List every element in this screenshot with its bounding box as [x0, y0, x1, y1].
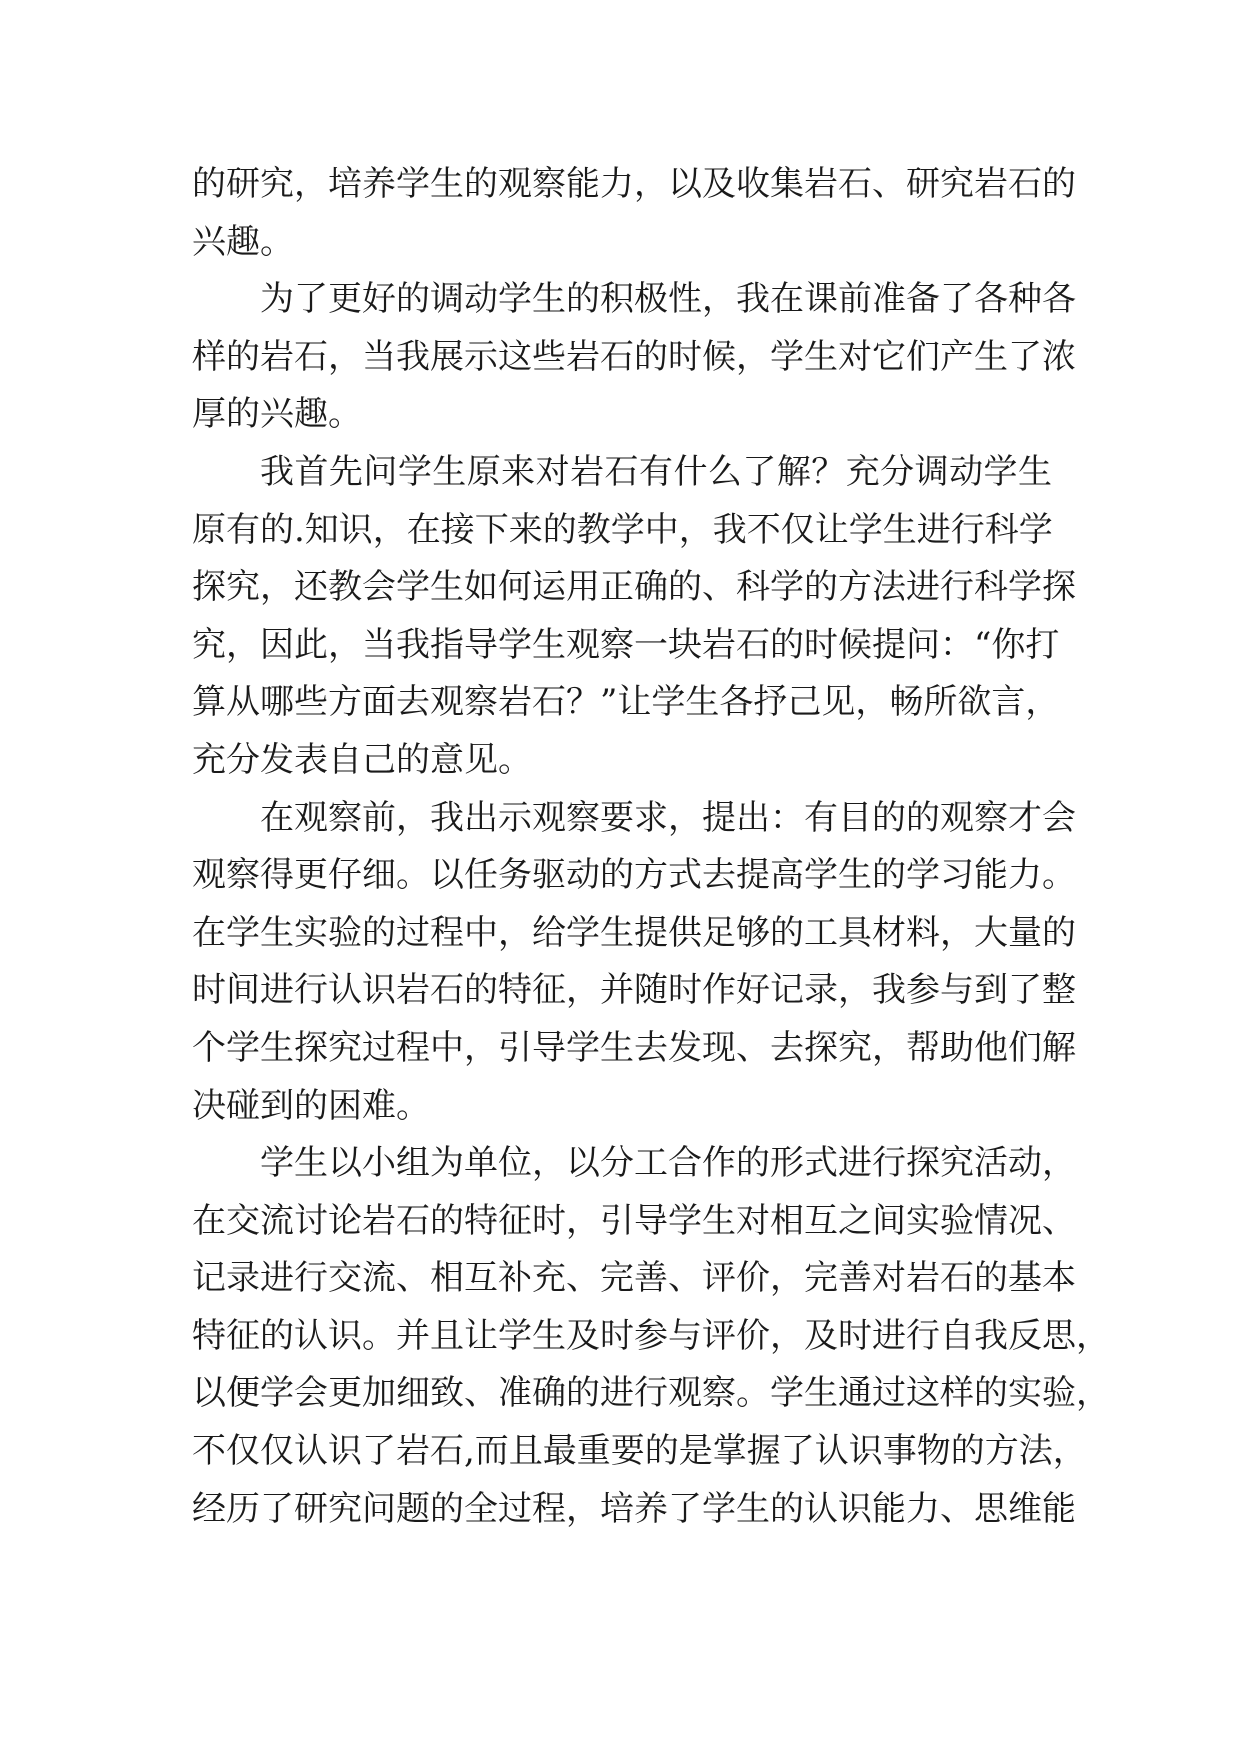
text-line: 样的岩石，当我展示这些岩石的时候，学生对它们产生了浓 [192, 336, 1076, 377]
text-line: 时间进行认识岩石的特征，并随时作好记录，我参与到了整 [192, 970, 1076, 1011]
text-line: 以便学会更加细致、准确的进行观察。学生通过这样的实验， [192, 1373, 1110, 1414]
text-line: 观察得更仔细。以任务驱动的方式去提高学生的学习能力。 [192, 855, 1076, 896]
text-line: 在学生实验的过程中，给学生提供足够的工具材料，大量的 [192, 912, 1076, 953]
text-line: 我首先问学生原来对岩石有什么了解？充分调动学生 [260, 451, 1052, 492]
text-line: 的研究，培养学生的观察能力，以及收集岩石、研究岩石的 [192, 164, 1076, 204]
body-text [192, 156, 1110, 1538]
text-line: 厚的兴趣。 [192, 394, 362, 435]
text-line: 兴趣。 [192, 221, 294, 262]
text-line: 特征的认识。并且让学生及时参与评价，及时进行自我反思， [192, 1315, 1110, 1356]
text-line: 充分发表自己的意见。 [192, 739, 532, 780]
text-line: 为了更好的调动学生的积极性，我在课前准备了各种各 [260, 279, 1076, 320]
text-line: 究，因此，当我指导学生观察一块岩石的时候提问：“你打 [192, 624, 1060, 665]
text-line: 决碰到的困难。 [192, 1085, 430, 1126]
text-line: 记录进行交流、相互补充、完善、评价，完善对岩石的基本 [192, 1258, 1076, 1299]
text-line: 经历了研究问题的全过程，培养了学生的认识能力、思维能 [192, 1488, 1076, 1529]
text-line: 原有的.知识，在接下来的教学中，我不仅让学生进行科学 [192, 509, 1053, 550]
text-line: 不仅仅认识了岩石,而且最重要的是掌握了认识事物的方法， [192, 1431, 1087, 1472]
text-line: 个学生探究过程中，引导学生去发现、去探究，帮助他们解 [192, 1027, 1076, 1068]
text-line: 探究，还教会学生如何运用正确的、科学的方法进行科学探 [192, 567, 1076, 608]
text-line: 学生以小组为单位，以分工合作的形式进行探究活动， [260, 1143, 1076, 1184]
text-line: 在观察前，我出示观察要求，提出：有目的的观察才会 [260, 797, 1076, 838]
text-line: 在交流讨论岩石的特征时，引导学生对相互之间实验情况、 [192, 1200, 1076, 1241]
text-line: 算从哪些方面去观察岩石？”让学生各抒己见，畅所欲言， [192, 682, 1060, 723]
